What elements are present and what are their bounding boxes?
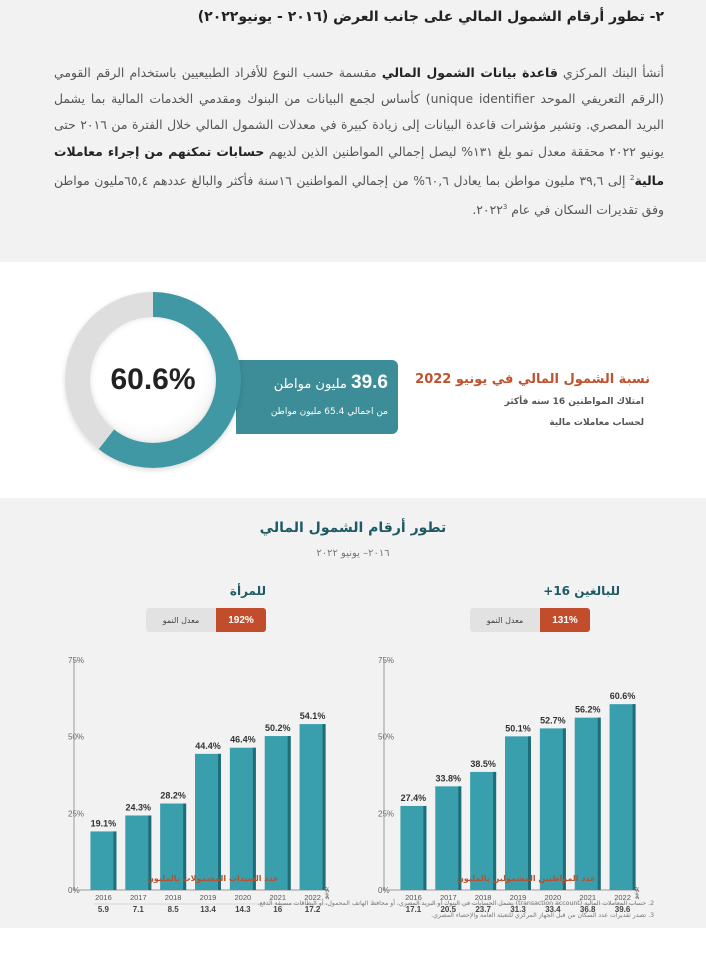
bar-value-label: 60.6% bbox=[609, 691, 636, 702]
bar-value-label: 46.4% bbox=[230, 734, 256, 745]
banner-headline bbox=[274, 372, 388, 394]
bar bbox=[540, 728, 566, 890]
count-label: 23.7 bbox=[475, 905, 491, 914]
inclusion-donut bbox=[65, 292, 241, 468]
x-tick-label: 2020 bbox=[544, 893, 562, 902]
y-tick-label: 25% bbox=[378, 809, 395, 819]
bar bbox=[505, 736, 531, 890]
x-tick-label: 2019 bbox=[509, 893, 527, 902]
para-text-1: أنشأ البنك المركزي bbox=[557, 65, 664, 80]
bar-shade bbox=[423, 806, 426, 890]
charts-subtitle: ٢٠١٦– يونيو ٢٠٢٢ bbox=[316, 548, 390, 559]
bar bbox=[90, 831, 116, 890]
para-text-4: . bbox=[472, 202, 477, 218]
bar-value-label: 28.2% bbox=[160, 790, 186, 801]
adults-bar-chart bbox=[350, 650, 660, 940]
footnote-ref-3: 3 bbox=[502, 203, 508, 212]
bar bbox=[400, 806, 426, 890]
bar-value-label: 44.4% bbox=[195, 740, 221, 751]
june-label: يونيو bbox=[322, 886, 330, 900]
y-tick-label: 0% bbox=[68, 886, 80, 895]
women-growth-label: معدل النمو bbox=[146, 608, 216, 632]
citizens-banner bbox=[236, 360, 398, 434]
june-label: يونيو bbox=[632, 886, 640, 900]
women-growth-value: 192% bbox=[216, 608, 266, 632]
bar-value-label: 50.2% bbox=[264, 723, 291, 734]
adults-panel-title: للبالغين 16+ bbox=[543, 584, 620, 598]
bar-shade bbox=[633, 704, 636, 890]
count-label: 7.1 bbox=[132, 905, 144, 914]
adults-growth-label: معدل النمو bbox=[470, 608, 540, 632]
bar-shade bbox=[493, 772, 496, 890]
adults-panel bbox=[350, 580, 660, 920]
y-tick-label: 50% bbox=[378, 732, 395, 742]
bar-value-label: 52.7% bbox=[540, 715, 566, 726]
x-tick-label: 2021 bbox=[269, 893, 287, 902]
count-label: 5.9 bbox=[97, 905, 109, 914]
adults-growth-value: 131% bbox=[540, 608, 590, 632]
charts-section bbox=[0, 498, 706, 928]
bar-value-label: 24.3% bbox=[125, 802, 152, 813]
bar bbox=[265, 736, 291, 890]
count-label: 17.1 bbox=[405, 905, 422, 914]
donut-percent: 60.6% bbox=[110, 363, 196, 396]
y-tick-label: 75% bbox=[68, 656, 85, 665]
count-label: 13.4 bbox=[200, 905, 216, 914]
count-label: 33.4 bbox=[545, 905, 561, 914]
banner-subtext: من اجمالي 65.4 مليون مواطن bbox=[270, 407, 388, 417]
banner-number: 39.6 bbox=[351, 372, 388, 393]
bar bbox=[470, 772, 496, 890]
footnote-ref-2: 2 bbox=[629, 173, 635, 182]
y-tick-label: 25% bbox=[68, 809, 85, 819]
charts-title: تطور أرقام الشمول المالي bbox=[259, 520, 447, 536]
intro-section bbox=[0, 0, 706, 262]
para-bold-2: حسابات تمكنهم من إجراء معاملات مالية bbox=[54, 143, 664, 188]
bar-shade bbox=[218, 754, 221, 890]
para-text-2: مقسمة حسب النوع للأفراد الطبيعيين باستخدام الرقم القومي (الرقم التعريفي الموحد unique identifier) كأساس لجمع البيانات من البنوك ومقدمي الخدمات المالية بما يشمل البريد المصري. وتشير مؤشرات قاعدة البيانات إلى زيادة كبيرة في معدلات الشمول المالي خلال الفترة من ٢٠١٦ حتى يونيو ٢٠٢٢ محققة معدل نمو بلغ ١٣١% ليصل إجمالي المواطنين الذين لديهم bbox=[54, 65, 664, 159]
footnotes bbox=[34, 898, 654, 922]
count-label: 39.6 bbox=[614, 905, 631, 914]
bar-value-label: 19.1% bbox=[90, 818, 117, 829]
intro-paragraph bbox=[54, 60, 664, 223]
bar-value-label: 27.4% bbox=[400, 792, 427, 803]
count-label: 14.3 bbox=[235, 905, 251, 914]
bar bbox=[575, 718, 601, 890]
bar-shade bbox=[528, 736, 531, 890]
y-tick-label: 75% bbox=[378, 656, 395, 665]
hero-section bbox=[0, 262, 706, 498]
women-axis-title: عدد السيدات المشمولات بالمليون bbox=[147, 874, 279, 883]
count-label: 36.8 bbox=[579, 905, 596, 914]
bar-shade bbox=[113, 831, 116, 890]
bar-shade bbox=[598, 718, 601, 890]
hero-title: نسبة الشمول المالي في يونيو 2022 bbox=[415, 372, 650, 387]
x-tick-label: 2019 bbox=[199, 893, 217, 902]
para-bold-1: قاعدة بيانات الشمول المالي bbox=[381, 65, 558, 80]
bar bbox=[300, 724, 326, 890]
x-tick-label: 2016 bbox=[95, 893, 112, 902]
x-tick-label: 2022 bbox=[304, 893, 321, 902]
x-tick-label: 2020 bbox=[234, 893, 252, 902]
women-bar-chart bbox=[40, 650, 350, 940]
section-heading: ٢- تطور أرقام الشمول المالي على جانب العرض (٢٠١٦ - يونيو٢٠٢٢) bbox=[197, 9, 664, 25]
hero-description-line-2: لحساب معاملات مالية bbox=[549, 418, 644, 428]
bar-value-label: 56.2% bbox=[574, 704, 601, 715]
bar-shade bbox=[288, 736, 291, 890]
x-tick-label: 2017 bbox=[129, 893, 147, 902]
x-tick-label: 2021 bbox=[579, 893, 597, 902]
bar-value-label: 38.5% bbox=[470, 758, 496, 769]
count-label: 17.2 bbox=[304, 905, 321, 914]
banner-unit: مليون مواطن bbox=[273, 377, 347, 392]
x-tick-label: 2018 bbox=[474, 893, 492, 902]
x-tick-label: 2018 bbox=[164, 893, 182, 902]
women-panel-title: للمرأة bbox=[229, 584, 266, 598]
adults-growth-badge bbox=[470, 608, 590, 632]
x-tick-label: 2017 bbox=[439, 893, 457, 902]
x-tick-label: 2022 bbox=[614, 893, 631, 902]
bar-shade bbox=[563, 728, 566, 890]
women-growth-badge bbox=[146, 608, 266, 632]
bar bbox=[610, 704, 636, 890]
y-tick-label: 50% bbox=[68, 732, 85, 742]
count-label: 20.5 bbox=[440, 905, 457, 914]
bar-value-label: 33.8% bbox=[435, 773, 462, 784]
footnote-2: 2. حساب المعاملات المالية (transaction account) يشمل الحسابات في البنوك أو البريد المصري، أو محافظ الهاتف المحمول، أو البطاقات مسبقة الدفع. bbox=[257, 900, 654, 907]
bar-value-label: 54.1% bbox=[299, 711, 326, 722]
count-label: 16 bbox=[273, 905, 283, 914]
bar-value-label: 50.1% bbox=[505, 723, 531, 734]
adults-axis-title: عدد المواطنين المشمولين بالمليون bbox=[457, 874, 596, 883]
bar bbox=[230, 748, 256, 890]
bar bbox=[195, 754, 221, 890]
para-text-3: إلى ٣٩,٦ مليون مواطن بما يعادل ٦٠,٦% من إجمالي المواطنين ١٦سنة فأكثر والبالغ عددهم ٦٥,٤مليون مواطن وفق تقديرات السكان في عام ٢٠٢٢ bbox=[54, 172, 664, 218]
hero-description-line-1: امتلاك المواطنين 16 سنه فأكثر bbox=[504, 397, 644, 407]
x-tick-label: 2016 bbox=[405, 893, 422, 902]
y-tick-label: 0% bbox=[378, 886, 390, 895]
footnote-3: 3. تصدر تقديرات عدد السكان من قبل الجهاز المركزي للتعبئة العامة والإحصاء المصري. bbox=[431, 912, 654, 919]
women-panel bbox=[40, 580, 350, 920]
bar-shade bbox=[323, 724, 326, 890]
donut-center bbox=[90, 317, 216, 443]
bar-shade bbox=[253, 748, 256, 890]
count-label: 31.3 bbox=[510, 905, 526, 914]
count-label: 8.5 bbox=[167, 905, 179, 914]
